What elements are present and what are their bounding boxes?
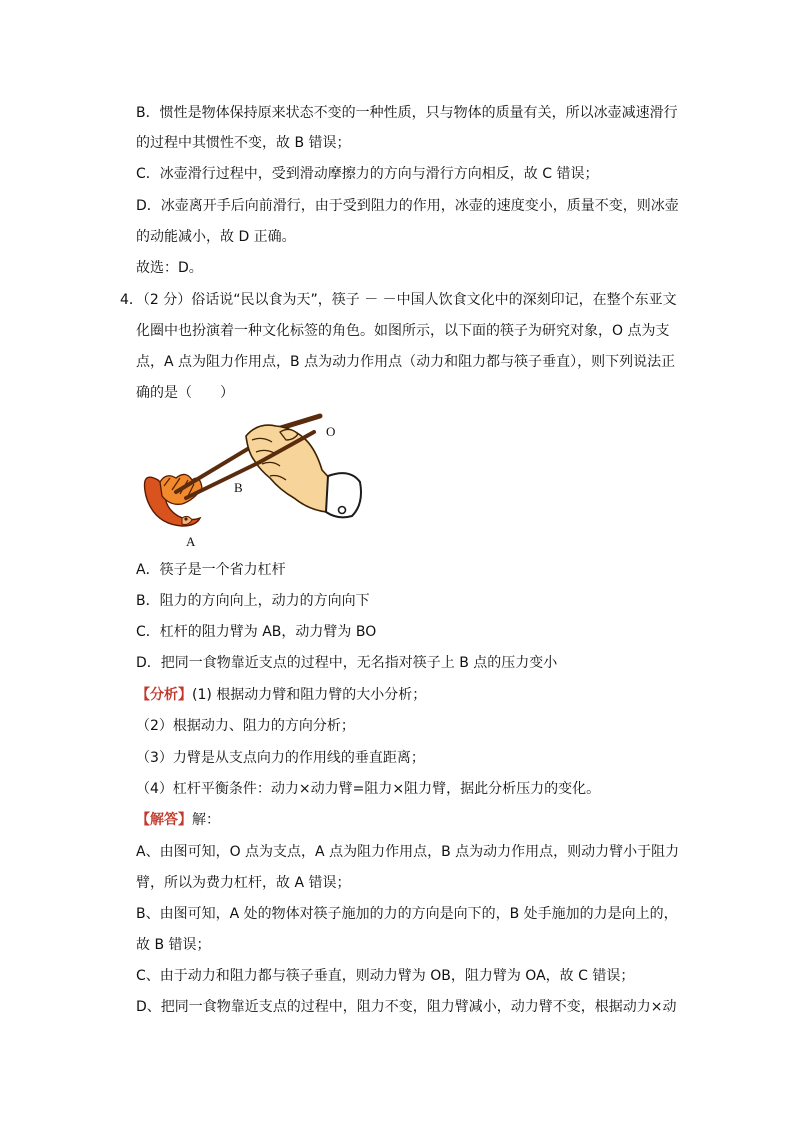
question-line1: 4．（2 分）俗话说“民以食为天”，筷子 － －中国人饮食文化中的深刻印记，在整个东亚文 (120, 292, 677, 308)
prev-choice: 故选：D。 (136, 260, 203, 276)
chopsticks-figure (130, 408, 370, 550)
analysis-point3: （3）力臂是从支点向力的作用线的垂直距离； (136, 750, 425, 766)
answer-heading (136, 810, 220, 830)
answer-intro: 解： (192, 812, 220, 828)
answer-tag: 【解答】 (136, 812, 192, 828)
question-line2: 化圈中也扮演着一种文化标签的角色。如图所示，以下面的筷子为研究对象，O 点为支 (136, 323, 670, 339)
answer-c-line: C、由于动力和阻力都与筷子垂直，则动力臂为 OB，阻力臂为 OA，故 C 错误； (136, 968, 635, 984)
analysis-point2: （2）根据动力、阻力的方向分析； (136, 718, 355, 734)
analysis-point4: （4）杠杆平衡条件：动力×动力臂=阻力×阻力臂，据此分析压力的变化。 (136, 781, 601, 797)
analysis-tag: 【分析】 (136, 687, 192, 703)
analysis-point1: (1) 根据动力臂和阻力臂的大小分析； (192, 687, 427, 703)
answer-a-line1: A、由图可知，O 点为支点，A 点为阻力作用点，B 点为动力作用点，则动力臂小于阻力 (136, 844, 680, 860)
answer-d-line: D、把同一食物靠近支点的过程中，阻力不变，阻力臂减小，动力臂不变，根据动力×动 (136, 999, 677, 1015)
prev-option-b-line1: B．惯性是物体保持原来状态不变的一种性质，只与物体的质量有关，所以冰壶减速滑行 (136, 105, 678, 121)
answer-b-line1: B、由图可知，A 处的物体对筷子施加的力的方向是向下的，B 处手施加的力是向上的， (136, 906, 678, 922)
prev-option-c-line: C．冰壶滑行过程中，受到滑动摩擦力的方向与滑行方向相反，故 C 错误； (136, 166, 599, 182)
answer-b-line2: 故 B 错误； (136, 937, 211, 953)
prev-option-b-line2: 的过程中其惯性不变，故 B 错误； (136, 135, 351, 151)
point-o-label: O (326, 424, 336, 439)
analysis-line1 (136, 685, 426, 705)
option-a: A．筷子是一个省力杠杆 (136, 562, 286, 578)
option-b: B．阻力的方向向上，动力的方向向下 (136, 593, 370, 609)
prev-option-d-line2: 的动能减小，故 D 正确。 (136, 229, 296, 245)
point-b-label: B (234, 480, 243, 495)
option-d: D．把同一食物靠近支点的过程中，无名指对筷子上 B 点的压力变小 (136, 655, 558, 671)
option-c: C．杠杆的阻力臂为 AB，动力臂为 BO (136, 624, 377, 640)
question-line3: 点，A 点为阻力作用点，B 点为动力作用点（动力和阻力都与筷子垂直），则下列说法正 (136, 354, 676, 370)
answer-a-line2: 臂，所以为费力杠杆，故 A 错误； (136, 875, 351, 891)
prev-option-d-line1: D．冰壶离开手后向前滑行，由于受到阻力的作用，冰壶的速度变小，质量不变，则冰壶 (136, 198, 679, 214)
point-a-label: A (186, 534, 196, 549)
question-line4: 确的是（ ） (136, 385, 234, 401)
